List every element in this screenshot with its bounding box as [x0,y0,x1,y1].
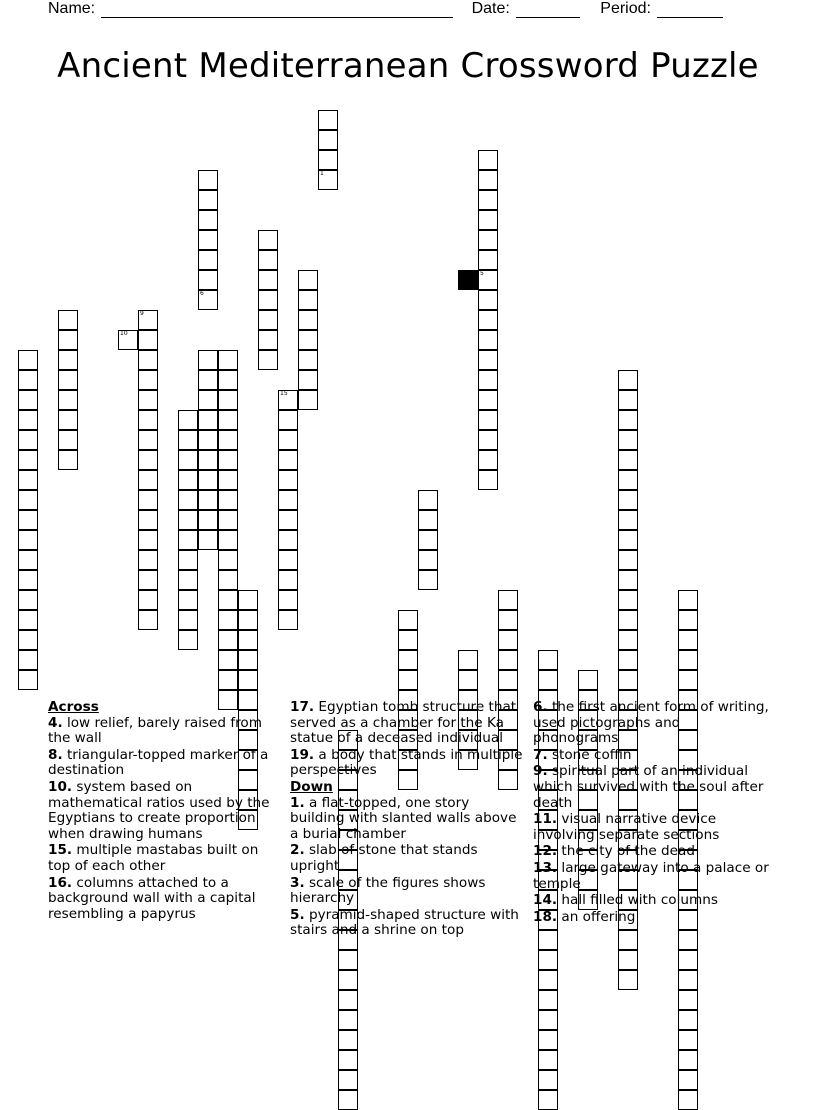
crossword-cell[interactable] [58,450,78,470]
crossword-cell[interactable] [478,150,498,170]
crossword-cell[interactable] [58,330,78,350]
crossword-cell[interactable] [258,230,278,250]
clue-item-text: a flat-topped, one story building with slanted walls above a burial chamber [290,794,517,842]
crossword-cell[interactable] [318,130,338,150]
crossword-cell[interactable] [278,430,298,450]
clue-item-number: 10. [48,778,73,795]
crossword-cell[interactable] [58,370,78,390]
clue-column-3 [533,700,769,926]
crossword-cell[interactable] [58,350,78,370]
crossword-cell[interactable] [18,410,38,430]
crossword-cell[interactable] [278,590,298,610]
crossword-cell[interactable] [678,950,698,970]
crossword-cell[interactable] [118,330,138,350]
crossword-cell[interactable] [178,610,198,630]
crossword-cell[interactable] [338,1010,358,1030]
crossword-cell[interactable] [138,370,158,390]
crossword-cell[interactable] [238,670,258,690]
crossword-cell[interactable] [58,390,78,410]
crossword-cell[interactable] [138,510,158,530]
crossword-cell[interactable] [218,630,238,650]
crossword-cell[interactable] [258,330,278,350]
crossword-cell[interactable] [298,310,318,330]
clue-item-text: pyramid-shaped structure with stairs and a shrine on top [290,906,519,939]
crossword-cell[interactable] [198,370,218,390]
clue-item-number: 17. [290,699,315,715]
crossword-cell[interactable] [178,490,198,510]
crossword-cell[interactable] [538,670,558,690]
crossword-cell[interactable] [678,1050,698,1070]
clue-item [48,876,280,923]
crossword-cell[interactable] [218,390,238,410]
clue-item-text: slab of stone that stands upright [290,842,478,874]
crossword-cell[interactable] [618,430,638,450]
crossword-cell[interactable] [178,550,198,570]
clue-item-text: scale of the figures shows hierarchy [290,874,486,907]
crossword-cell[interactable] [218,410,238,430]
clue-number: 10 [120,330,128,337]
clue-item-number: 13. [533,859,558,876]
clue-number: 1 [320,170,324,177]
clue-item-text: an offering [557,908,636,925]
crossword-cell[interactable] [618,370,638,390]
clue-item [48,843,280,874]
clue-item-number: 5. [290,906,305,923]
clue-item-number: 6. [533,699,548,715]
crossword-cell[interactable] [18,470,38,490]
crossword-cell[interactable] [678,590,698,610]
crossword-cell[interactable] [458,650,478,670]
clue-item-number: 8. [48,746,63,763]
clue-item [533,764,769,811]
crossword-cell[interactable] [478,370,498,390]
crossword-cell[interactable] [618,410,638,430]
crossword-cell[interactable] [198,250,218,270]
clue-item-number: 3. [290,874,305,891]
crossword-cell[interactable] [218,490,238,510]
crossword-cell[interactable] [678,930,698,950]
crossword-cell[interactable] [678,630,698,650]
crossword-cell[interactable] [198,230,218,250]
crossword-cell[interactable] [138,410,158,430]
crossword-cell[interactable] [478,430,498,450]
crossword-cell[interactable] [18,530,38,550]
crossword-cell[interactable] [18,550,38,570]
crossword-cell[interactable] [278,610,298,630]
clue-item-text: hall filled with columns [557,892,718,909]
crossword-cell[interactable] [218,350,238,370]
crossword-cell[interactable] [258,350,278,370]
crossword-cell[interactable] [538,990,558,1010]
crossword-cell[interactable] [138,470,158,490]
clue-item-text: triangular-topped marker of a destination [48,746,269,779]
crossword-cell[interactable] [138,330,158,350]
crossword-cell[interactable] [138,610,158,630]
clue-item-text: system based on mathematical ratios used by the Egyptians to create proportion when drawing humans [48,778,270,842]
crossword-cell[interactable] [198,210,218,230]
crossword-cell[interactable] [178,410,198,430]
crossword-cell[interactable] [178,510,198,530]
crossword-cell[interactable] [278,570,298,590]
crossword-cell[interactable] [278,470,298,490]
crossword-cell[interactable] [58,410,78,430]
clue-item-number: 18. [533,908,558,925]
crossword-cell[interactable] [618,490,638,510]
crossword-cell[interactable] [18,390,38,410]
crossword-cell[interactable] [478,290,498,310]
clue-item [533,812,769,843]
crossword-cell[interactable] [538,1030,558,1050]
crossword-cell[interactable] [498,650,518,670]
crossword-cell[interactable] [218,670,238,690]
crossword-cell[interactable] [218,570,238,590]
crossword-cell[interactable] [538,1010,558,1030]
crossword-cell[interactable] [678,970,698,990]
crossword-cell[interactable] [618,530,638,550]
crossword-cell[interactable] [578,670,598,690]
crossword-cell[interactable] [618,650,638,670]
crossword-cell[interactable] [18,610,38,630]
crossword-cell[interactable] [278,490,298,510]
crossword-cell[interactable] [478,330,498,350]
crossword-cell[interactable] [18,430,38,450]
across-heading: Across [48,699,99,715]
crossword-cell[interactable] [238,630,258,650]
crossword-cell[interactable] [178,530,198,550]
clue-item-text: the city of the dead [557,843,695,860]
clue-item-number: 4. [48,714,63,731]
crossword-cell[interactable] [238,650,258,670]
crossword-cell[interactable] [478,250,498,270]
crossword-cell[interactable] [138,490,158,510]
clue-item-number: 9. [533,763,548,780]
crossword-cell[interactable] [18,450,38,470]
clue-item [48,780,280,842]
crossword-cell[interactable] [18,350,38,370]
crossword-cell[interactable] [338,1050,358,1070]
crossword-cell[interactable] [418,550,438,570]
clue-column-1 [48,700,280,923]
crossword-cell[interactable] [478,310,498,330]
crossword-cell[interactable] [678,670,698,690]
crossword-cell[interactable] [278,390,298,410]
clue-column-2 [290,700,526,940]
crossword-cell[interactable] [218,530,238,550]
crossword-cell[interactable] [418,570,438,590]
crossword-cell[interactable] [278,530,298,550]
crossword-cell[interactable] [218,610,238,630]
clue-item-text: spiritual part of an individual which survived with the soul after death [533,763,764,811]
crossword-cell[interactable] [618,570,638,590]
crossword-cell[interactable] [198,490,218,510]
crossword-cell[interactable] [178,470,198,490]
crossword-cell[interactable] [278,410,298,430]
crossword-cell[interactable] [18,590,38,610]
crossword-cell[interactable] [398,650,418,670]
crossword-cell[interactable] [298,290,318,310]
clue-item-number: 2. [290,842,305,859]
crossword-cell[interactable] [258,310,278,330]
clue-number: 15 [280,390,288,397]
crossword-cell[interactable] [318,110,338,130]
crossword-cell[interactable] [198,350,218,370]
clue-item-number: 14. [533,892,558,909]
crossword-cell[interactable] [218,370,238,390]
crossword-cell[interactable] [538,650,558,670]
crossword-cell[interactable] [398,630,418,650]
name-label: Name: [48,0,96,17]
crossword-cell[interactable] [478,230,498,250]
clue-item-text: Egyptian tomb structure that served as a chamber for the Ka statue of a deceased individual [290,699,517,747]
crossword-cell[interactable] [538,1070,558,1090]
crossword-cell[interactable] [198,190,218,210]
crossword-cell[interactable] [278,450,298,470]
crossword-cell[interactable] [138,430,158,450]
crossword-cell[interactable] [618,450,638,470]
crossword-cell[interactable] [418,510,438,530]
crossword-cell[interactable] [258,270,278,290]
crossword-cell[interactable] [478,390,498,410]
crossword-cell[interactable] [198,430,218,450]
crossword-cell[interactable] [478,410,498,430]
crossword-cell[interactable] [678,1090,698,1110]
clue-item-text: the first ancient form of writing, used pictographs and phonograms [533,699,769,747]
crossword-cell[interactable] [218,470,238,490]
crossword-cell[interactable] [58,310,78,330]
crossword-cell[interactable] [18,650,38,670]
crossword-cell[interactable] [18,630,38,650]
clue-item [290,843,526,874]
crossword-cell[interactable] [618,670,638,690]
crossword-cell[interactable] [478,170,498,190]
crossword-cell[interactable] [198,450,218,470]
crossword-cell[interactable] [618,590,638,610]
crossword-cell[interactable] [498,590,518,610]
crossword-cell[interactable] [298,270,318,290]
clue-item-text: visual narrative device involving separate sections [533,811,720,843]
crossword-cell[interactable] [58,430,78,450]
crossword-cell[interactable] [298,350,318,370]
crossword-cell[interactable] [178,590,198,610]
crossword-cell[interactable] [198,390,218,410]
date-label: Date: [471,0,510,17]
crossword-cell[interactable] [178,630,198,650]
crossword-cell[interactable] [178,450,198,470]
crossword-cell[interactable] [218,650,238,670]
crossword-cell[interactable] [278,550,298,570]
clue-item-text: columns attached to a background wall with a capital resembling a papyrus [48,874,256,922]
clue-item [48,716,280,747]
crossword-cell[interactable] [618,390,638,410]
crossword-cell[interactable] [418,490,438,510]
crossword-cell[interactable] [398,670,418,690]
clue-item [290,908,526,939]
crossword-cell[interactable] [678,1030,698,1050]
crossword-cell[interactable] [338,950,358,970]
crossword-cell[interactable] [138,450,158,470]
crossword-cell[interactable] [258,250,278,270]
crossword-cell[interactable] [18,370,38,390]
crossword-cell[interactable] [538,1090,558,1110]
crossword-cell[interactable] [138,350,158,370]
clue-item [533,844,769,860]
crossword-cell[interactable] [338,970,358,990]
crossword-cell[interactable] [678,650,698,670]
crossword-cell[interactable] [18,570,38,590]
crossword-cell[interactable] [298,370,318,390]
crossword-black-cell [458,270,478,290]
crossword-cell[interactable] [178,570,198,590]
crossword-cell[interactable] [478,270,498,290]
crossword-cell[interactable] [538,970,558,990]
clue-item-number: 1. [290,794,305,811]
clue-item-text: a body that stands in multiple perspectives [290,746,523,779]
clue-item [290,876,526,907]
crossword-cell[interactable] [478,450,498,470]
clue-item-number: 11. [533,811,558,828]
clue-item [290,748,526,779]
crossword-cell[interactable] [138,530,158,550]
clue-item [533,700,769,747]
crossword-cell[interactable] [498,670,518,690]
crossword-cell[interactable] [198,470,218,490]
crossword-cell[interactable] [398,610,418,630]
clue-item [290,700,526,747]
crossword-cell[interactable] [298,390,318,410]
crossword-cell[interactable] [138,390,158,410]
crossword-cell[interactable] [338,1070,358,1090]
crossword-cell[interactable] [238,590,258,610]
clue-number: 6 [200,290,204,297]
clue-item [533,861,769,892]
crossword-cell[interactable] [198,170,218,190]
crossword-cell[interactable] [138,570,158,590]
crossword-cell[interactable] [458,670,478,690]
crossword-cell[interactable] [278,510,298,530]
crossword-cell[interactable] [138,590,158,610]
clue-item-text: large gateway into a palace or temple [533,859,769,892]
down-heading: Down [290,778,333,795]
crossword-cell[interactable] [618,930,638,950]
crossword-cell[interactable] [618,510,638,530]
crossword-cell[interactable] [498,610,518,630]
clue-item [533,748,769,764]
crossword-cell[interactable] [298,330,318,350]
crossword-cell[interactable] [678,990,698,1010]
crossword-cell[interactable] [538,950,558,970]
crossword-cell[interactable] [198,290,218,310]
crossword-cell[interactable] [618,970,638,990]
crossword-cell[interactable] [538,1050,558,1070]
clue-number: 5 [480,270,484,277]
clue-item-number: 15. [48,842,73,859]
crossword-cell[interactable] [218,590,238,610]
crossword-cell[interactable] [218,550,238,570]
crossword-cell[interactable] [198,270,218,290]
crossword-cell[interactable] [418,530,438,550]
crossword-cell[interactable] [218,450,238,470]
crossword-cell[interactable] [318,150,338,170]
page-title: Ancient Mediterranean Crossword Puzzle [57,46,759,86]
period-label: Period: [600,0,651,17]
clue-item-number: 12. [533,843,558,860]
clue-item [533,893,769,909]
crossword-cell[interactable] [18,510,38,530]
crossword-cell[interactable] [338,990,358,1010]
clue-item [48,748,280,779]
clue-item [290,796,526,843]
crossword-cell[interactable] [218,510,238,530]
clue-item-number: 16. [48,874,73,891]
crossword-cell[interactable] [178,430,198,450]
crossword-cell[interactable] [198,510,218,530]
crossword-cell[interactable] [478,210,498,230]
clue-item [533,910,769,926]
clue-item-number: 7. [533,746,548,763]
crossword-cell[interactable] [198,530,218,550]
clue-item-text: multiple mastabas built on top of each other [48,842,259,874]
clue-item-text: stone coffin [547,746,632,763]
clue-item-number: 19. [290,746,315,763]
crossword-cell[interactable] [238,610,258,630]
clue-item-text: low relief, barely raised from the wall [48,714,262,747]
crossword-cell[interactable] [478,350,498,370]
crossword-cell[interactable] [18,490,38,510]
crossword-cell[interactable] [498,630,518,650]
clue-number: 9 [140,310,144,317]
crossword-cell[interactable] [538,930,558,950]
crossword-cell[interactable] [678,610,698,630]
crossword-cell[interactable] [138,550,158,570]
crossword-cell[interactable] [218,430,238,450]
crossword-cell[interactable] [618,470,638,490]
crossword-cell[interactable] [318,170,338,190]
crossword-cell[interactable] [618,950,638,970]
crossword-cell[interactable] [138,310,158,330]
crossword-cell[interactable] [618,630,638,650]
crossword-cell[interactable] [618,610,638,630]
crossword-cell[interactable] [478,190,498,210]
crossword-cell[interactable] [618,550,638,570]
crossword-cell[interactable] [18,670,38,690]
crossword-cell[interactable] [338,1030,358,1050]
crossword-cell[interactable] [258,290,278,310]
crossword-cell[interactable] [478,470,498,490]
crossword-cell[interactable] [338,1090,358,1110]
crossword-cell[interactable] [198,410,218,430]
crossword-cell[interactable] [678,1070,698,1090]
crossword-cell[interactable] [678,1010,698,1030]
